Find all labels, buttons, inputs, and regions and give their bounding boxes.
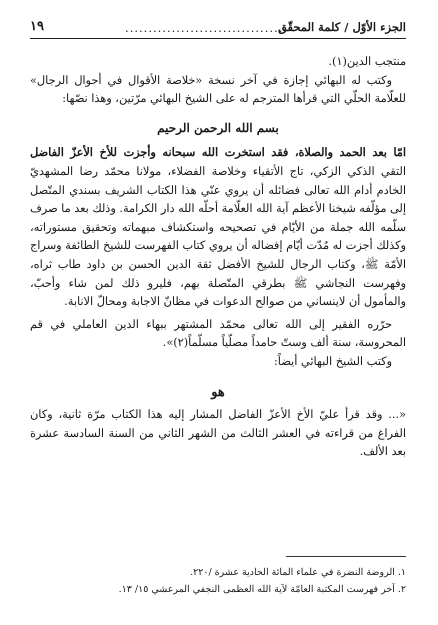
running-title: الجزء الأوّل / كلمة المحقّق (277, 20, 406, 34)
paragraph-1: منتجب الدين(١). (328, 55, 406, 68)
page-number: ١٩ (30, 19, 44, 34)
paragraph-6: «... وقد قرأ عليّ الأخ الأعزّ الفاضل المشار إليه هذا الكتاب مرّة ثانية، وكان الفراغ من قراءته في العشر الثالث من الشهر الثاني من السنة السادسة عشرة بعد الألف. (30, 408, 406, 459)
header-rule (30, 38, 406, 39)
main-text (30, 53, 406, 462)
paragraph-2: وكتب له البهائي إجازة في آخر نسخة «خلاصة الأقوال في أحوال الرجال» للعلّامة الحلّي التي قرأها المترجم له على الشيخ البهائي مرّتين، وهذا نصّها: (30, 73, 406, 106)
footnote-1: ١. الروضة النضرة في علماء المائة الحادية عشرة /٢٢٠. (190, 567, 406, 578)
footnote-2: ٢. آخر فهرست المكتبة العامّة لآية الله العظمى النجفي المرعشي ١٥/ ١٣. (118, 584, 406, 595)
paragraph-4: حرّره الفقير إلى الله تعالى محمّد المشتهر ببهاء الدين العاملي في قم المحروسة، سنة ألف وستّ حامداً مصلّياً مسلّماً(٢)». (30, 317, 406, 350)
basmala-heading: بسم الله الرحمن الرحيم (157, 120, 279, 135)
paragraph-3-lead: امّا بعد الحمد والصلاة، فقد استخرت الله سبحانه وأجزت للأخ الأعزّ الفاضل (30, 145, 406, 160)
running-header (30, 18, 406, 38)
paragraph-3 (30, 143, 406, 311)
paragraph-5: وكتب الشيخ البهائي أيضاً: (274, 354, 392, 368)
paragraph-3-rest: التقي الذكي الزكي، تاج الأتقياء وخلاصة الفضلاء، مولانا محمّد رضا المشهديّ الخادم أدام الله تعالى فضائله أن يروي عنّي هذا الكتاب الشريف بسندي المتّصل إلى مؤلّفه شيخنا الأعظم آية الله العلّامة أحلّه الله دار الكرامة. وذلك بعد ما صرف سلّمه الله جملة من الأيّام في تصحيحه واستكشاف مبهماته وتحقيق مستوراته، وكذلك أجزت له مُدّت أيّام إفضاله أن يروي كتاب الفهرست للشيخ الطائفة وسراج الأمّة ﷺ، وكتاب الرجال للشيخ الأفضل ثقة الدين الحسن بن داود طاب ثراه، وفهرست النجاشي ﷺ بطرقي المتّصلة بهم، فليرو ذلك لمن شاء وأحبّ، والمأمول أن لاينساني من صوالح الدعوات في مظانّ الاجابة ومحالّ الانابة. (30, 164, 406, 309)
footnote-rule (286, 556, 406, 557)
huwa-heading: هو (211, 384, 225, 400)
header-leader-dots: ................................... (125, 21, 288, 35)
footnotes (30, 564, 406, 598)
